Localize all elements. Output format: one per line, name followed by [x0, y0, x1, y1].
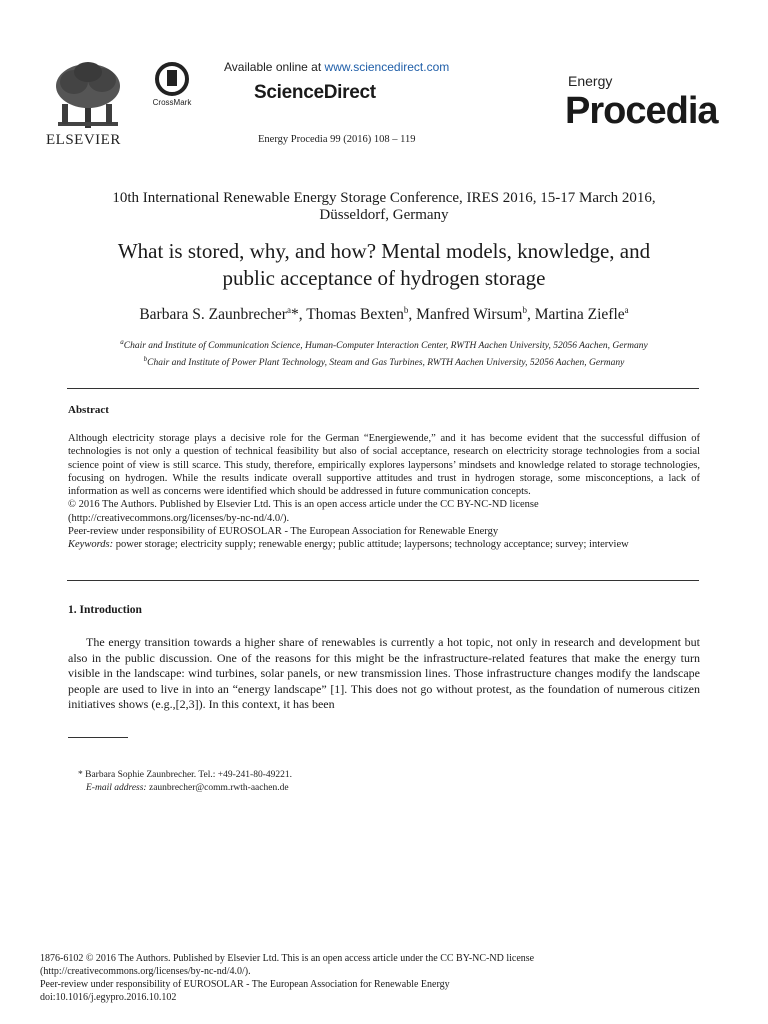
introduction-text: The energy transition towards a higher share of renewables is currently a hot topic, not only in research and development but also in the public discussion. One of the reasons for this might be the infrastructure-related features that make the energy turn visible in the landscape: wind turbines, solar panels, or new transmission lines. Those infrastructure changes modify the landscape people are used to live in into an “energy landscape” [1]. This does not go without protest, as the foundation of numerous citizen initiatives shows (e.g.,[2,3]). In this context, it has been: [68, 635, 700, 711]
paper-title: [60, 238, 708, 292]
affiliation-text: Chair and Institute of Power Plant Technology, Steam and Gas Turbines, RWTH Aachen University, 52056 Aachen, Germany: [147, 358, 625, 369]
elsevier-wordmark: ELSEVIER: [46, 132, 121, 148]
title-line-2: public acceptance of hydrogen storage: [222, 266, 546, 290]
email-address[interactable]: zaunbrecher@comm.rwth-aachen.de: [146, 783, 289, 793]
affiliations: [60, 336, 708, 370]
bottom-peer-review: Peer-review under responsibility of EUROSOLAR - The European Association for Renewable Energy: [40, 979, 450, 990]
author-name: Thomas Bexten: [306, 306, 404, 324]
page-bottom-info: [40, 952, 740, 1004]
abstract-license-link[interactable]: (http://creativecommons.org/licenses/by-nc-nd/4.0/).: [68, 512, 290, 524]
author-separator: ,: [408, 306, 417, 324]
crossmark-label: CrossMark: [152, 98, 192, 107]
conference-info: [60, 190, 708, 224]
footnote: [78, 769, 698, 795]
elsevier-logo: [40, 60, 130, 152]
title-line-1: What is stored, why, and how? Mental models, knowledge, and: [117, 239, 651, 263]
footnote-rule: [68, 737, 128, 738]
crossmark-icon: [155, 62, 189, 96]
conference-line-2: Düsseldorf, Germany: [319, 207, 449, 223]
available-online: [224, 60, 464, 74]
energy-procedia-logo-energy: Energy: [568, 73, 613, 89]
bottom-doi[interactable]: doi:10.1016/j.egypro.2016.10.102: [40, 992, 177, 1003]
keywords-text: power storage; electricity supply; renewable energy; public attitude; laypersons; technology acceptance; survey; interview: [113, 539, 629, 551]
footnote-email: [78, 782, 698, 795]
journal-citation: Energy Procedia 99 (2016) 108 – 119: [258, 134, 416, 145]
sciencedirect-link[interactable]: www.sciencedirect.com: [324, 60, 450, 74]
bottom-issn-license: 1876-6102 © 2016 The Authors. Published by Elsevier Ltd. This is an open access article under the CC BY-NC-ND license: [40, 953, 535, 964]
author-name: Martina Ziefle: [534, 306, 625, 324]
author-affil-mark: b: [522, 305, 527, 315]
author-list: [60, 305, 708, 324]
footnote-contact: * Barbara Sophie Zaunbrecher. Tel.: +49-241-80-49221.: [78, 770, 292, 780]
elsevier-tree-icon: [52, 60, 124, 132]
abstract-bottom-rule: [67, 580, 699, 581]
author-name: Manfred Wirsum: [416, 306, 523, 324]
sciencedirect-logo: ScienceDirect: [254, 82, 376, 103]
author-affil-mark: a: [286, 305, 291, 315]
author-affil-mark: b: [403, 305, 409, 315]
introduction-heading: 1. Introduction: [68, 604, 142, 616]
author-name: Barbara S. Zaunbrecher: [139, 306, 287, 324]
crossmark-badge[interactable]: [148, 62, 196, 114]
abstract-top-rule: [67, 388, 699, 389]
abstract-keywords: [68, 538, 700, 551]
conference-line-1: 10th International Renewable Energy Storage Conference, IRES 2016, 15-17 March 2016,: [112, 190, 656, 206]
energy-procedia-logo-procedia: Procedia: [565, 90, 718, 132]
affiliation-mark: a: [120, 338, 124, 346]
author-separator: *,: [290, 306, 307, 324]
abstract-heading: Abstract: [68, 404, 109, 416]
abstract-text: Although electricity storage plays a decisive role for the German “Energiewende,” and it has become evident that the successful diffusion of technologies is not only a question of technical feasibility but also of social acceptance, research on electricity storage technologies from a social science point of view is still scarce. This study, therefore, empirically explores laypersons’ mindsets and knowledge related to storage technologies, focusing on hydrogen. While the results indicate overall supportive attitudes and trust in hydrogen storage, some misconceptions, a lack of information as well as concerns were identified which should be addressed in future communication concepts.: [68, 433, 700, 498]
affiliation-b: [60, 353, 708, 370]
email-label: E-mail address:: [86, 783, 147, 793]
author-separator: ,: [526, 306, 535, 324]
abstract-body: [68, 432, 700, 552]
affiliation-text: Chair and Institute of Communication Science, Human-Computer Interaction Center, RWTH Aachen University, 52056 Aachen, Germany: [123, 341, 648, 352]
abstract-peer-review: Peer-review under responsibility of EUROSOLAR - The European Association for Renewable Energy: [68, 526, 499, 538]
author-affil-mark: a: [624, 305, 629, 315]
bottom-license-link[interactable]: (http://creativecommons.org/licenses/by-nc-nd/4.0/).: [40, 966, 251, 977]
abstract-copyright: © 2016 The Authors. Published by Elsevier Ltd. This is an open access article under the CC BY-NC-ND license: [68, 499, 539, 511]
available-prefix: Available online at: [224, 60, 325, 74]
affiliation-mark: b: [143, 355, 148, 364]
keywords-label: Keywords:: [68, 539, 114, 551]
affiliation-a: [60, 336, 708, 353]
